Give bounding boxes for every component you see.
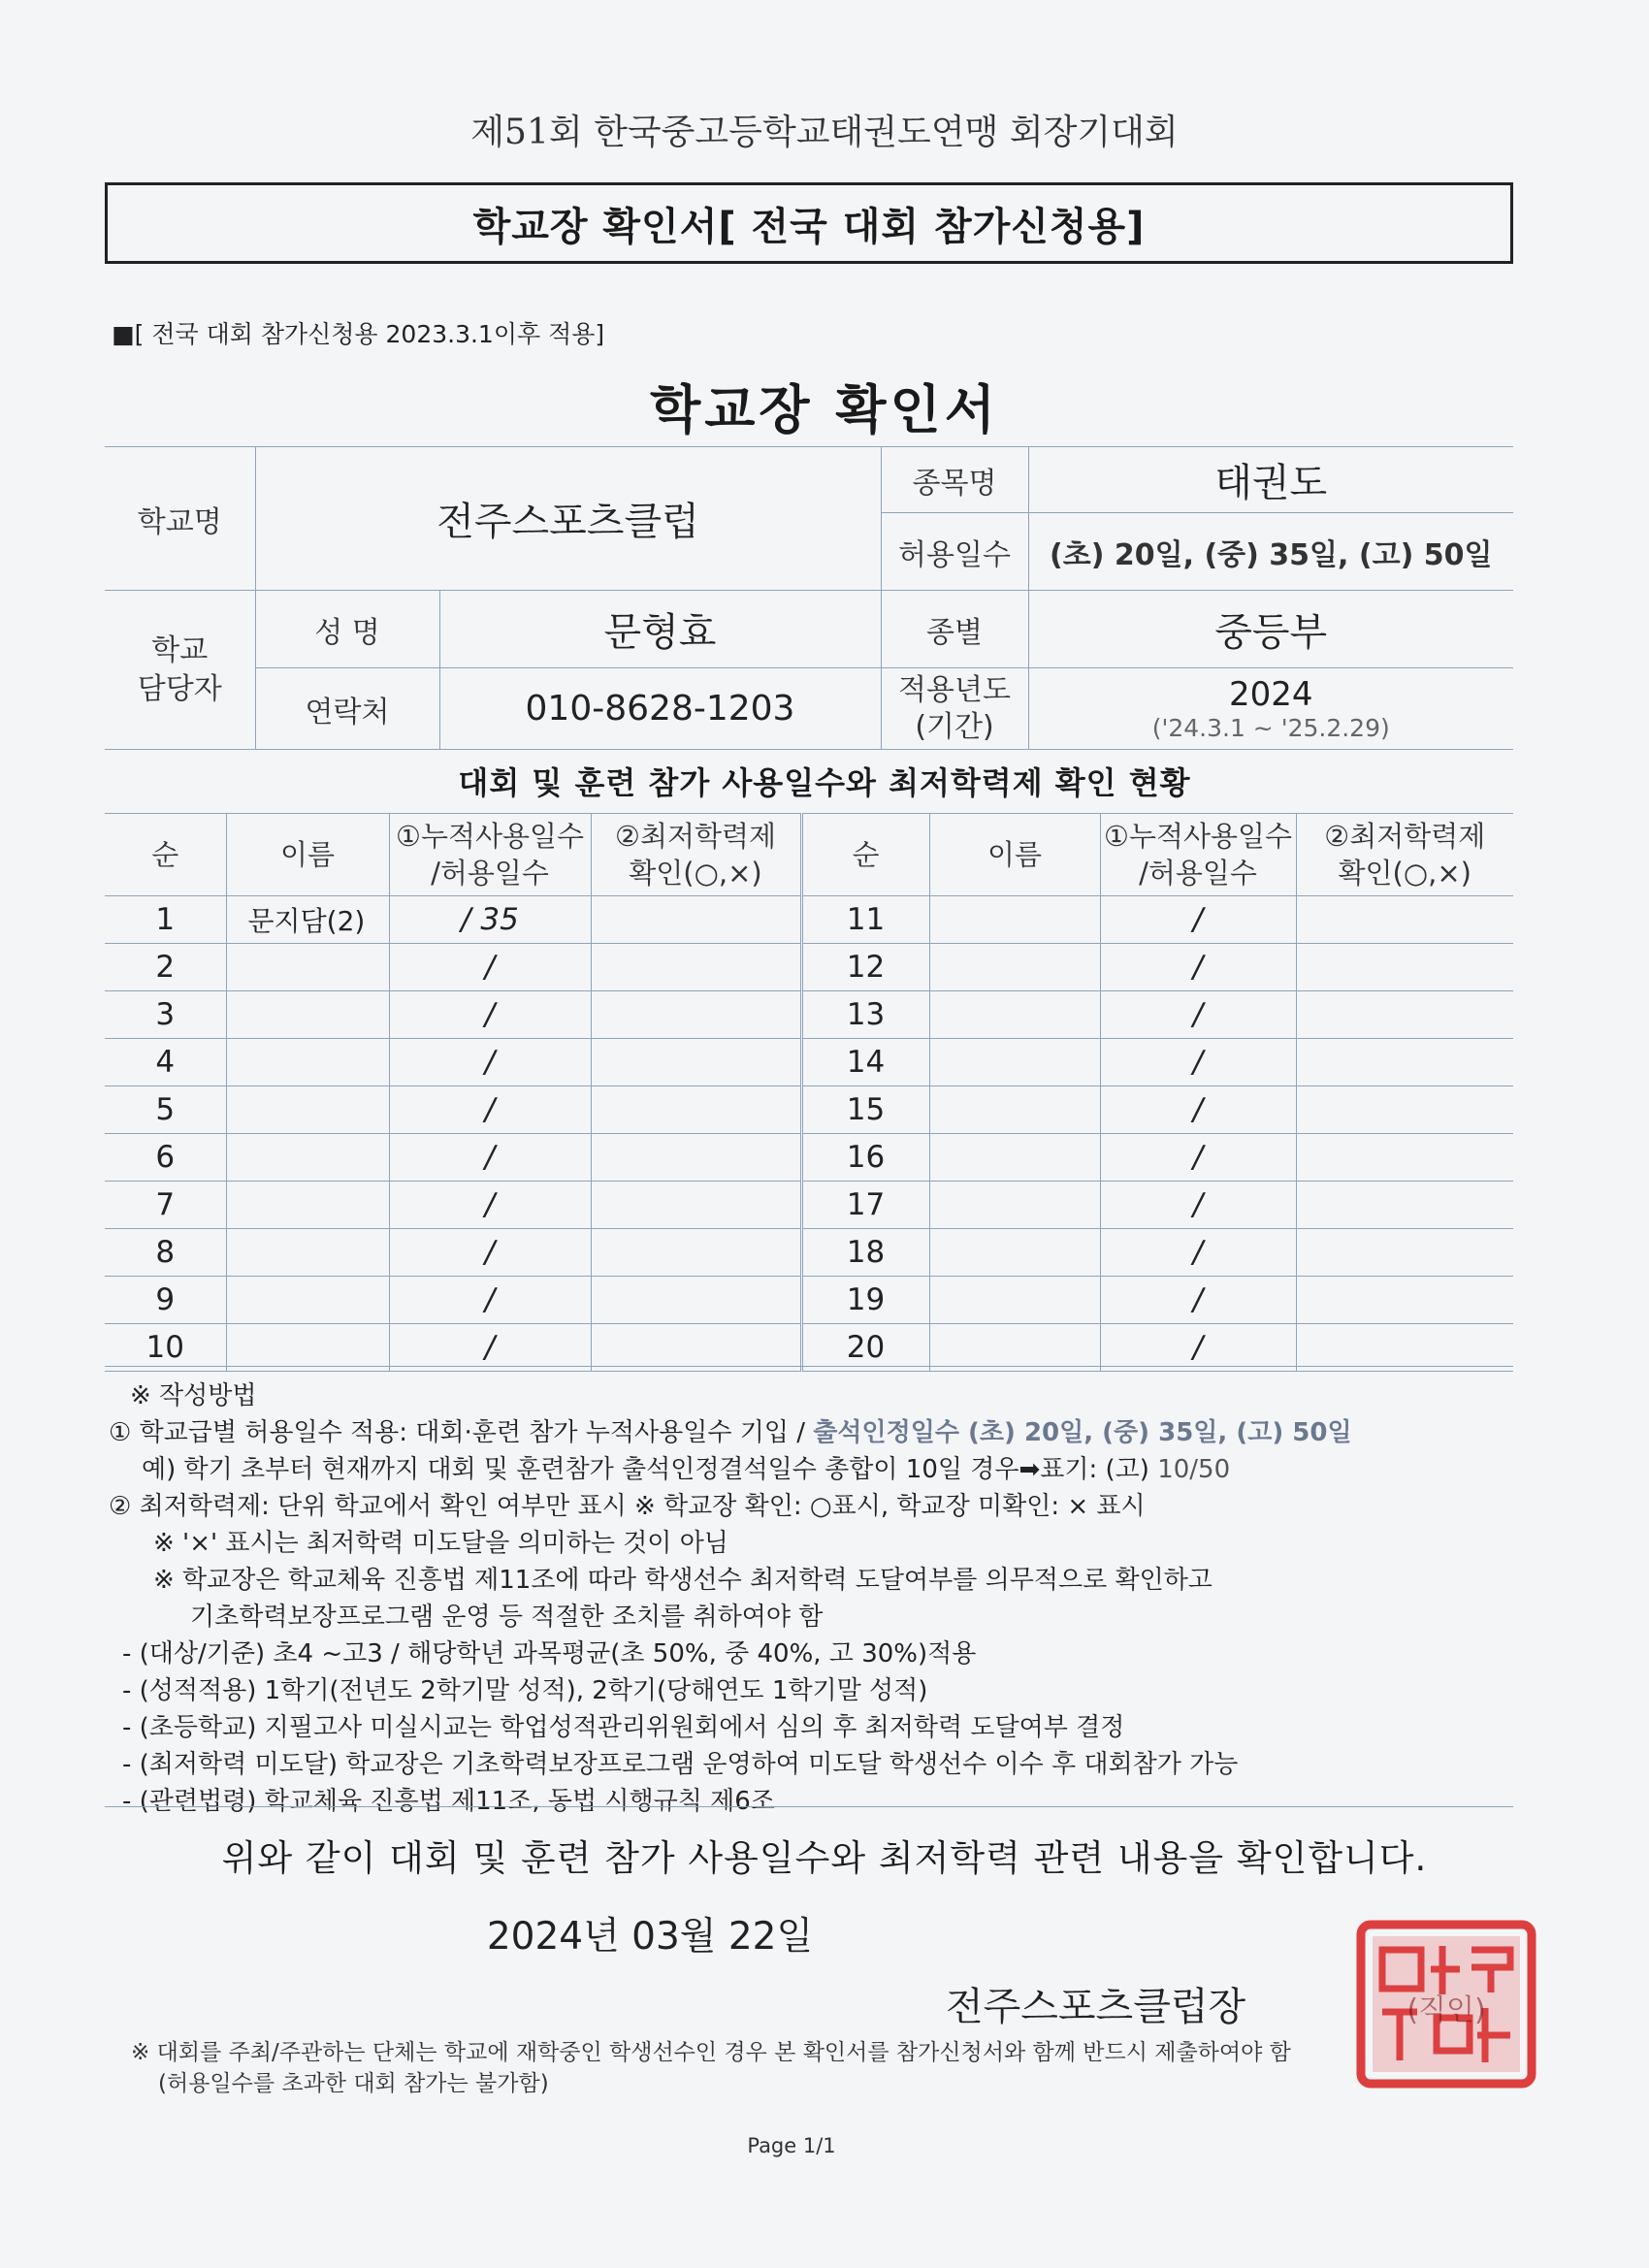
header-days-line1: ①누적사용일수 — [1103, 820, 1293, 853]
header-check-line1: ②최저학력제 — [614, 820, 777, 853]
check-cell-right — [1296, 944, 1513, 991]
table-row — [105, 1229, 1513, 1277]
no-cell: 2 — [105, 944, 226, 991]
note-1-example — [109, 1451, 1525, 1488]
days-cell: / — [389, 1277, 591, 1324]
manager-label: 학교 담당자 — [105, 591, 255, 750]
days-cell-right: / — [1100, 1182, 1296, 1229]
year-label: 적용년도 (기간) — [881, 668, 1028, 750]
table-row — [105, 1086, 1513, 1134]
no-cell-right: 20 — [801, 1324, 929, 1372]
header-check-line2: 확인(○,×) — [629, 857, 762, 890]
check-cell-right — [1296, 991, 1513, 1039]
name-cell — [226, 1086, 389, 1134]
division-value: 중등부 — [1028, 591, 1513, 668]
no-cell-right: 14 — [801, 1039, 929, 1086]
days-cell-right: / — [1100, 1277, 1296, 1324]
check-cell — [591, 1324, 801, 1372]
name-label: 성 명 — [255, 591, 439, 668]
name-cell-right — [929, 1134, 1100, 1182]
days-cell: / 35 — [389, 896, 591, 944]
header-days-line1: ①누적사용일수 — [395, 820, 585, 853]
signer-title: 전주스포츠클럽장 — [946, 1985, 1246, 2029]
days-cell-right: / — [1100, 1324, 1296, 1372]
bullet-1: - (대상/기준) 초4 ~고3 / 해당학년 과목평균(초 50%, 중 40%, 고 30%)적용 — [122, 1639, 977, 1669]
seal-text: (직인) — [1406, 1993, 1486, 2027]
days-cell: / — [389, 1039, 591, 1086]
name-cell-right — [929, 1277, 1100, 1324]
no-cell-right: 19 — [801, 1277, 929, 1324]
note-4: ※ 학교장은 학교체육 진흥법 제11조에 따라 학생선수 최저학력 도달여부를 의무적으로 확인하고 — [153, 1566, 1212, 1595]
division-label: 종별 — [881, 591, 1028, 668]
check-cell-right — [1296, 1229, 1513, 1277]
days-cell: / — [389, 1229, 591, 1277]
name-cell-right — [929, 896, 1100, 944]
note-3: ※ '×' 표시는 최저학력 미도달을 의미하는 것이 아님 — [153, 1529, 728, 1558]
header-name: 이름 — [226, 814, 389, 896]
header-days-line2: /허용일수 — [1139, 857, 1257, 890]
table-row — [105, 1277, 1513, 1324]
table-row — [105, 1134, 1513, 1182]
check-cell-right — [1296, 1182, 1513, 1229]
check-cell — [591, 1229, 801, 1277]
name-cell — [226, 991, 389, 1039]
school-label: 학교명 — [105, 447, 255, 591]
name-cell — [226, 1277, 389, 1324]
no-cell-right: 11 — [801, 896, 929, 944]
note-1-text: ① 학교급별 허용일수 적용: 대회·훈련 참가 누적사용일수 기입 / — [109, 1418, 814, 1447]
days-cell: / — [389, 1086, 591, 1134]
check-cell — [591, 1182, 801, 1229]
check-cell-right — [1296, 1277, 1513, 1324]
sport-label: 종목명 — [881, 447, 1028, 513]
divider — [105, 1806, 1513, 1807]
name-cell-right — [929, 991, 1100, 1039]
note-2: ② 최저학력제: 단위 학교에서 확인 여부만 표시 ※ 학교장 확인: ○표시, 학교장 미확인: × 표시 — [109, 1492, 1146, 1521]
table-row — [105, 944, 1513, 991]
year-period: ('24.3.1 ~ '25.2.29) — [1151, 714, 1390, 742]
no-cell: 3 — [105, 991, 226, 1039]
days-cell-right: / — [1100, 1134, 1296, 1182]
table-row — [105, 1182, 1513, 1229]
sport-value: 태권도 — [1028, 447, 1513, 513]
header-check-right — [1296, 814, 1513, 896]
days-cell-right: / — [1100, 991, 1296, 1039]
info-table — [105, 446, 1513, 750]
check-cell — [591, 944, 801, 991]
check-cell — [591, 1277, 801, 1324]
name-cell-right — [929, 944, 1100, 991]
year-cell — [1028, 668, 1513, 750]
no-cell: 4 — [105, 1039, 226, 1086]
no-cell: 1 — [105, 896, 226, 944]
no-cell: 6 — [105, 1134, 226, 1182]
header-no-right: 순 — [801, 814, 929, 896]
document-banner: 학교장 확인서[ 전국 대회 참가신청용] — [105, 182, 1513, 264]
note-1 — [109, 1414, 1525, 1451]
header-check-line1: ②최저학력제 — [1324, 820, 1486, 853]
name-cell — [226, 1324, 389, 1372]
header-days — [389, 814, 591, 896]
days-cell-right: / — [1100, 944, 1296, 991]
no-cell-right: 16 — [801, 1134, 929, 1182]
days-cell-right: / — [1100, 896, 1296, 944]
footer-note-line1: ※ 대회를 주최/주관하는 단체는 학교에 재학중인 학생선수인 경우 본 확인서를 참가신청서와 함께 반드시 제출하여야 함 — [131, 2040, 1291, 2065]
applicability-note: ■[ 전국 대회 참가신청용 2023.3.1이후 적용] — [112, 320, 605, 348]
check-cell — [591, 1134, 801, 1182]
no-cell-right: 13 — [801, 991, 929, 1039]
no-cell: 9 — [105, 1277, 226, 1324]
page-number: Page 1/1 — [747, 2134, 836, 2157]
allow-value: (초) 20일, (중) 35일, (고) 50일 — [1028, 513, 1513, 591]
days-cell: / — [389, 944, 591, 991]
name-cell-right — [929, 1182, 1100, 1229]
no-cell-right: 12 — [801, 944, 929, 991]
name-cell-right — [929, 1324, 1100, 1372]
no-cell: 10 — [105, 1324, 226, 1372]
bullet-3: - (초등학교) 지필고사 미실시교는 학업성적관리위원회에서 심의 후 최저학력 도달여부 결정 — [122, 1713, 1125, 1742]
note-1-example-text: 예) 학기 초부터 현재까지 대회 및 훈련참가 출석인정결석일수 총합이 10일 경우➡표기: (고) — [142, 1455, 1149, 1484]
days-cell: / — [389, 1324, 591, 1372]
table-row — [105, 991, 1513, 1039]
no-cell-right: 15 — [801, 1086, 929, 1134]
section-title: 대회 및 훈련 참가 사용일수와 최저학력제 확인 현황 — [458, 764, 1191, 801]
name-cell — [226, 944, 389, 991]
check-cell-right — [1296, 1324, 1513, 1372]
footer-note — [131, 2037, 1508, 2099]
allow-label: 허용일수 — [881, 513, 1028, 591]
table-row — [105, 1324, 1513, 1372]
no-cell: 8 — [105, 1229, 226, 1277]
confirmation-statement: 위와 같이 대회 및 훈련 참가 사용일수와 최저학력 관련 내용을 확인합니다. — [221, 1837, 1428, 1879]
header-days-line2: /허용일수 — [431, 857, 549, 890]
year-value: 2024 — [1228, 675, 1313, 714]
contact-label: 연락처 — [255, 668, 439, 750]
notes-heading: ※ 작성방법 — [130, 1381, 257, 1410]
days-cell-right: / — [1100, 1039, 1296, 1086]
check-cell — [591, 991, 801, 1039]
days-cell: / — [389, 991, 591, 1039]
note-5: 기초학력보장프로그램 운영 등 적절한 조치를 취하여야 함 — [190, 1603, 824, 1632]
no-cell-right: 17 — [801, 1182, 929, 1229]
instructions — [109, 1377, 1525, 1820]
no-cell: 5 — [105, 1086, 226, 1134]
contact-value: 010-8628-1203 — [439, 668, 881, 750]
name-cell-right — [929, 1229, 1100, 1277]
school-value: 전주스포츠클럽 — [255, 447, 881, 591]
header-days-right — [1100, 814, 1296, 896]
name-cell — [226, 1229, 389, 1277]
check-cell — [591, 896, 801, 944]
note-1-highlight: 출석인정일수 (초) 20일, (중) 35일, (고) 50일 — [813, 1418, 1352, 1447]
participation-table — [105, 813, 1513, 1372]
name-cell: 문지담(2) — [226, 896, 389, 944]
bullet-4: - (최저학력 미도달) 학교장은 기초학력보장프로그램 운영하여 미도달 학생선수 이수 후 대회참가 가능 — [122, 1750, 1239, 1779]
header-no: 순 — [105, 814, 226, 896]
name-cell — [226, 1134, 389, 1182]
no-cell-right: 18 — [801, 1229, 929, 1277]
check-cell-right — [1296, 896, 1513, 944]
name-cell — [226, 1182, 389, 1229]
header-name-right: 이름 — [929, 814, 1100, 896]
table-row — [105, 896, 1513, 944]
days-cell: / — [389, 1134, 591, 1182]
name-cell — [226, 1039, 389, 1086]
bullet-2: - (성적적용) 1학기(전년도 2학기말 성적), 2학기(당해연도 1학기말 성적) — [122, 1676, 928, 1705]
contest-title: 제51회 한국중고등학교태권도연맹 회장기대회 — [470, 113, 1179, 152]
divider — [105, 1366, 1513, 1367]
name-cell-right — [929, 1039, 1100, 1086]
name-value: 문형효 — [439, 591, 881, 668]
note-1-example-value: 10/50 — [1157, 1455, 1231, 1484]
days-cell-right: / — [1100, 1229, 1296, 1277]
table-header-row — [105, 814, 1513, 896]
days-cell-right: / — [1100, 1086, 1296, 1134]
check-cell — [591, 1039, 801, 1086]
issue-date: 2024년 03월 22일 — [486, 1915, 814, 1959]
bullet-5: - (관련법령) 학교체육 진흥법 제11조, 동법 시행규칙 제6조 — [122, 1787, 775, 1816]
main-title: 학교장 확인서 — [650, 379, 999, 440]
table-row — [105, 1039, 1513, 1086]
check-cell-right — [1296, 1134, 1513, 1182]
header-check — [591, 814, 801, 896]
header-check-line2: 확인(○,×) — [1338, 857, 1471, 890]
name-cell-right — [929, 1086, 1100, 1134]
check-cell — [591, 1086, 801, 1134]
days-cell: / — [389, 1182, 591, 1229]
no-cell: 7 — [105, 1182, 226, 1229]
footer-note-line2: (허용일수를 초과한 대회 참가는 불가함) — [158, 2071, 549, 2096]
check-cell-right — [1296, 1086, 1513, 1134]
check-cell-right — [1296, 1039, 1513, 1086]
